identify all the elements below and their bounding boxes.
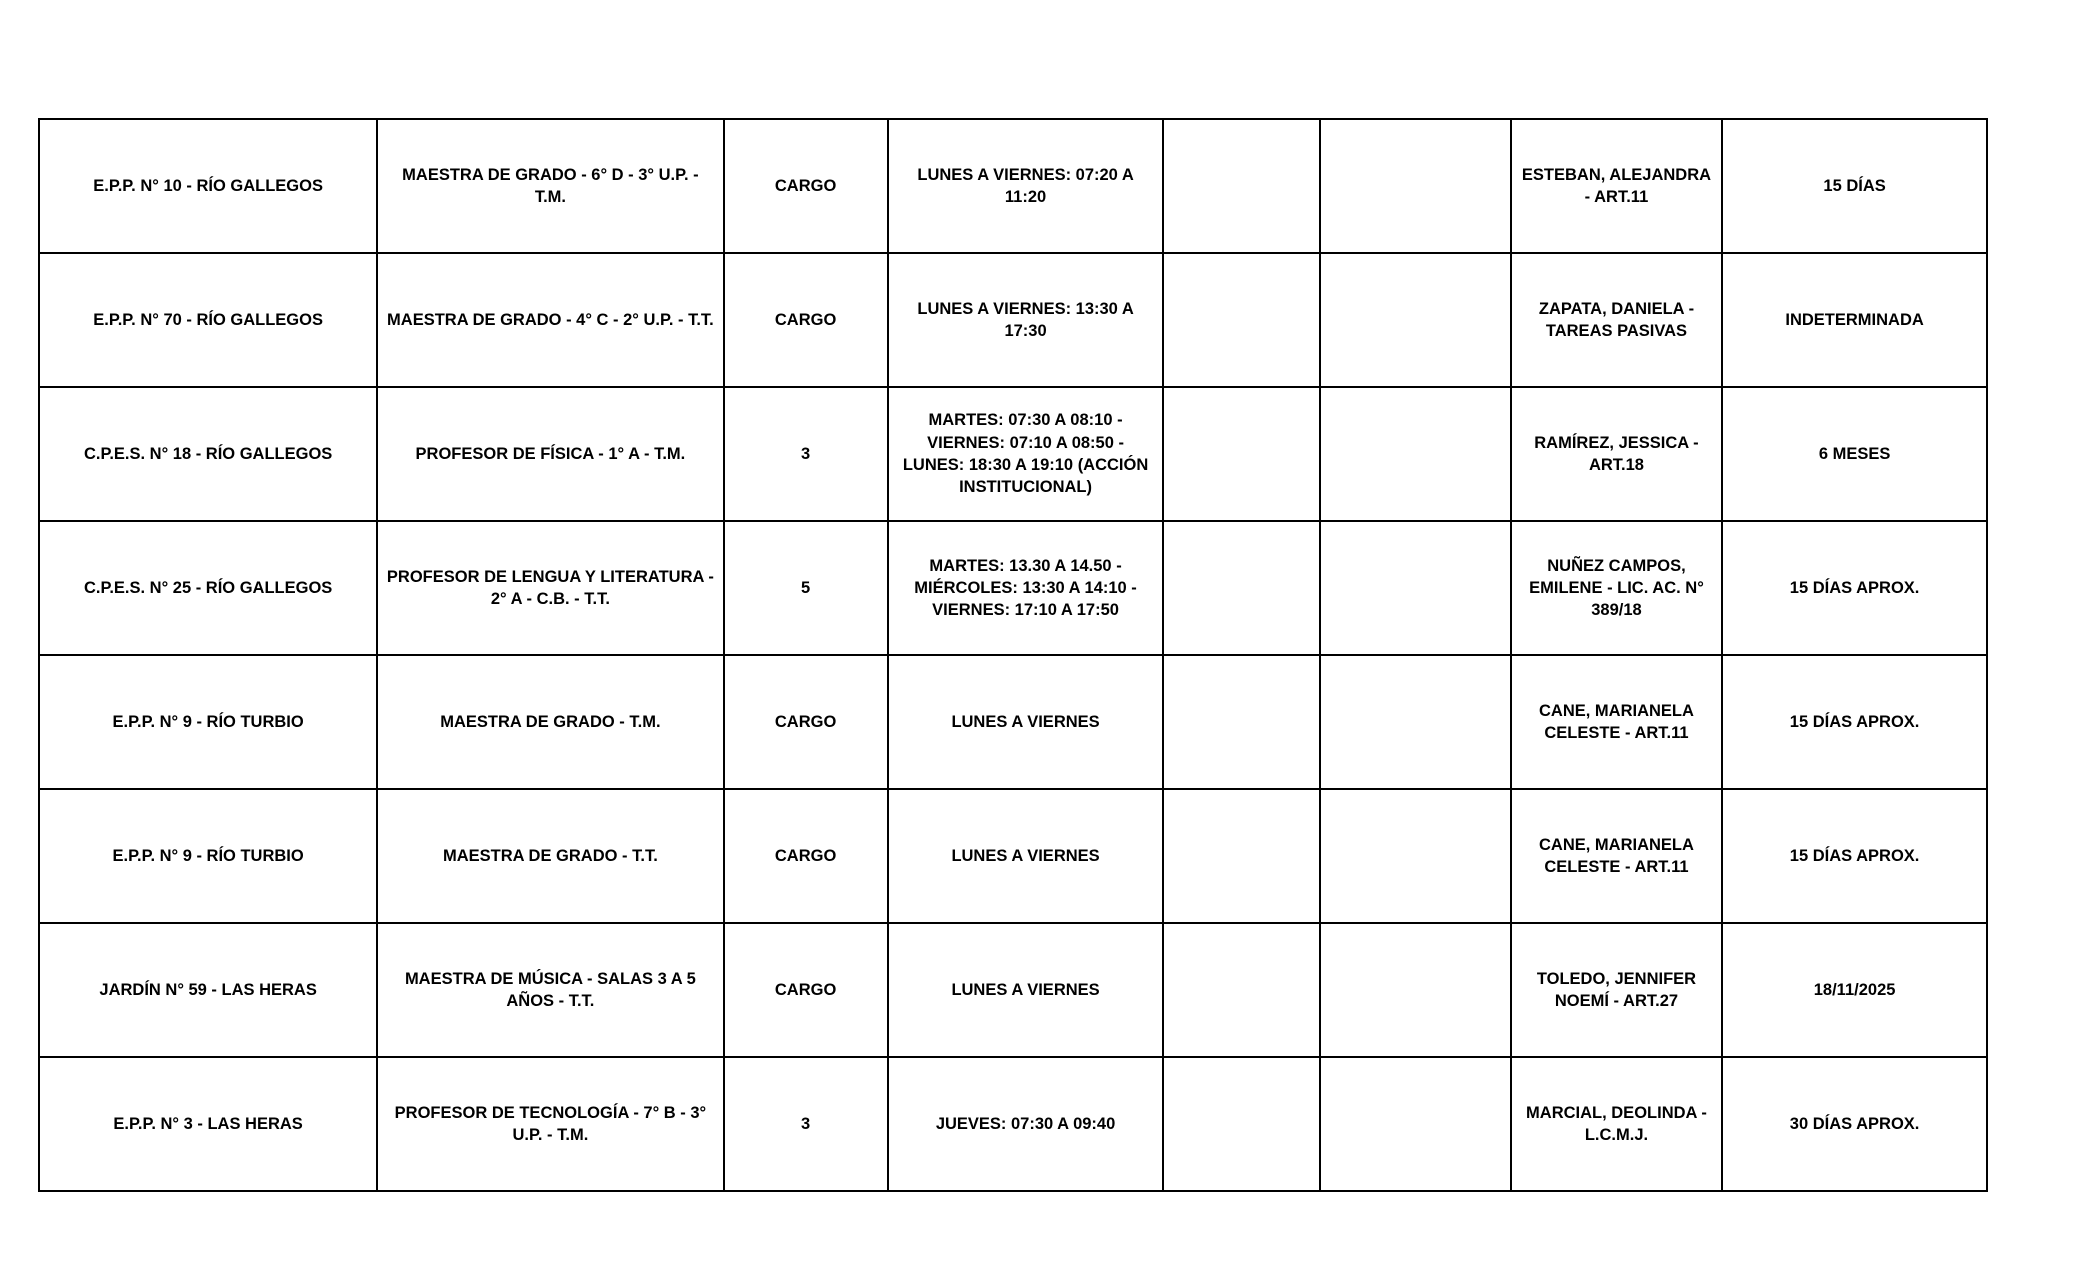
cell-docente: ESTEBAN, ALEJANDRA - ART.11 [1511,119,1722,253]
cell-horario: JUEVES: 07:30 A 09:40 [888,1057,1164,1191]
cell-blank2 [1320,655,1511,789]
cell-blank1 [1163,521,1319,655]
cell-establecimiento: JARDÍN N° 59 - LAS HERAS [39,923,377,1057]
table-body [39,119,1987,1191]
cell-horario: LUNES A VIERNES: 13:30 A 17:30 [888,253,1164,387]
cell-cargo: PROFESOR DE TECNOLOGÍA - 7° B - 3° U.P. - T.M. [377,1057,723,1191]
cell-blank1 [1163,655,1319,789]
cell-cargo: MAESTRA DE MÚSICA - SALAS 3 A 5 AÑOS - T.T. [377,923,723,1057]
cell-blank1 [1163,789,1319,923]
cell-cargo: PROFESOR DE LENGUA Y LITERATURA - 2° A - C.B. - T.T. [377,521,723,655]
cell-blank1 [1163,387,1319,521]
cell-establecimiento: E.P.P. N° 70 - RÍO GALLEGOS [39,253,377,387]
cell-establecimiento: E.P.P. N° 3 - LAS HERAS [39,1057,377,1191]
cell-tiempo: 15 DÍAS APROX. [1722,655,1987,789]
table-row [39,387,1987,521]
cell-horario: LUNES A VIERNES [888,923,1164,1057]
vacancy-table [38,118,1988,1192]
cell-docente: RAMÍREZ, JESSICA - ART.18 [1511,387,1722,521]
cell-blank1 [1163,253,1319,387]
cell-docente: CANE, MARIANELA CELESTE - ART.11 [1511,789,1722,923]
cell-establecimiento: C.P.E.S. N° 18 - RÍO GALLEGOS [39,387,377,521]
cell-tiempo: 15 DÍAS [1722,119,1987,253]
cell-horas: CARGO [724,253,888,387]
cell-tiempo: 15 DÍAS APROX. [1722,521,1987,655]
cell-blank1 [1163,1057,1319,1191]
cell-blank2 [1320,253,1511,387]
cell-establecimiento: C.P.E.S. N° 25 - RÍO GALLEGOS [39,521,377,655]
cell-horas: 3 [724,1057,888,1191]
cell-horario: LUNES A VIERNES [888,789,1164,923]
cell-horario: MARTES: 07:30 A 08:10 - VIERNES: 07:10 A 08:50 - LUNES: 18:30 A 19:10 (ACCIÓN INSTITUCIONAL) [888,387,1164,521]
cell-horas: CARGO [724,119,888,253]
cell-horas: CARGO [724,923,888,1057]
cell-tiempo: 15 DÍAS APROX. [1722,789,1987,923]
table-row [39,655,1987,789]
table-row [39,789,1987,923]
table-row [39,119,1987,253]
cell-horario: MARTES: 13.30 A 14.50 - MIÉRCOLES: 13:30 A 14:10 - VIERNES: 17:10 A 17:50 [888,521,1164,655]
table-row [39,1057,1987,1191]
cell-horas: CARGO [724,789,888,923]
cell-cargo: MAESTRA DE GRADO - 6° D - 3° U.P. - T.M. [377,119,723,253]
cell-blank2 [1320,521,1511,655]
cell-blank1 [1163,923,1319,1057]
cell-blank1 [1163,119,1319,253]
cell-cargo: MAESTRA DE GRADO - T.M. [377,655,723,789]
cell-docente: NUÑEZ CAMPOS, EMILENE - LIC. AC. N° 389/18 [1511,521,1722,655]
cell-tiempo: 6 MESES [1722,387,1987,521]
cell-horas: CARGO [724,655,888,789]
cell-blank2 [1320,789,1511,923]
table-row [39,253,1987,387]
cell-cargo: MAESTRA DE GRADO - T.T. [377,789,723,923]
cell-establecimiento: E.P.P. N° 9 - RÍO TURBIO [39,655,377,789]
cell-docente: MARCIAL, DEOLINDA - L.C.M.J. [1511,1057,1722,1191]
table-row [39,923,1987,1057]
cell-blank2 [1320,923,1511,1057]
cell-horario: LUNES A VIERNES [888,655,1164,789]
cell-docente: TOLEDO, JENNIFER NOEMÍ - ART.27 [1511,923,1722,1057]
cell-blank2 [1320,387,1511,521]
cell-horas: 3 [724,387,888,521]
cell-blank2 [1320,119,1511,253]
cell-cargo: MAESTRA DE GRADO - 4° C - 2° U.P. - T.T. [377,253,723,387]
cell-docente: ZAPATA, DANIELA - TAREAS PASIVAS [1511,253,1722,387]
cell-docente: CANE, MARIANELA CELESTE - ART.11 [1511,655,1722,789]
cell-tiempo: 30 DÍAS APROX. [1722,1057,1987,1191]
cell-tiempo: INDETERMINADA [1722,253,1987,387]
cell-establecimiento: E.P.P. N° 10 - RÍO GALLEGOS [39,119,377,253]
table-row [39,521,1987,655]
cell-tiempo: 18/11/2025 [1722,923,1987,1057]
cell-blank2 [1320,1057,1511,1191]
cell-cargo: PROFESOR DE FÍSICA - 1° A - T.M. [377,387,723,521]
cell-horas: 5 [724,521,888,655]
cell-horario: LUNES A VIERNES: 07:20 A 11:20 [888,119,1164,253]
cell-establecimiento: E.P.P. N° 9 - RÍO TURBIO [39,789,377,923]
